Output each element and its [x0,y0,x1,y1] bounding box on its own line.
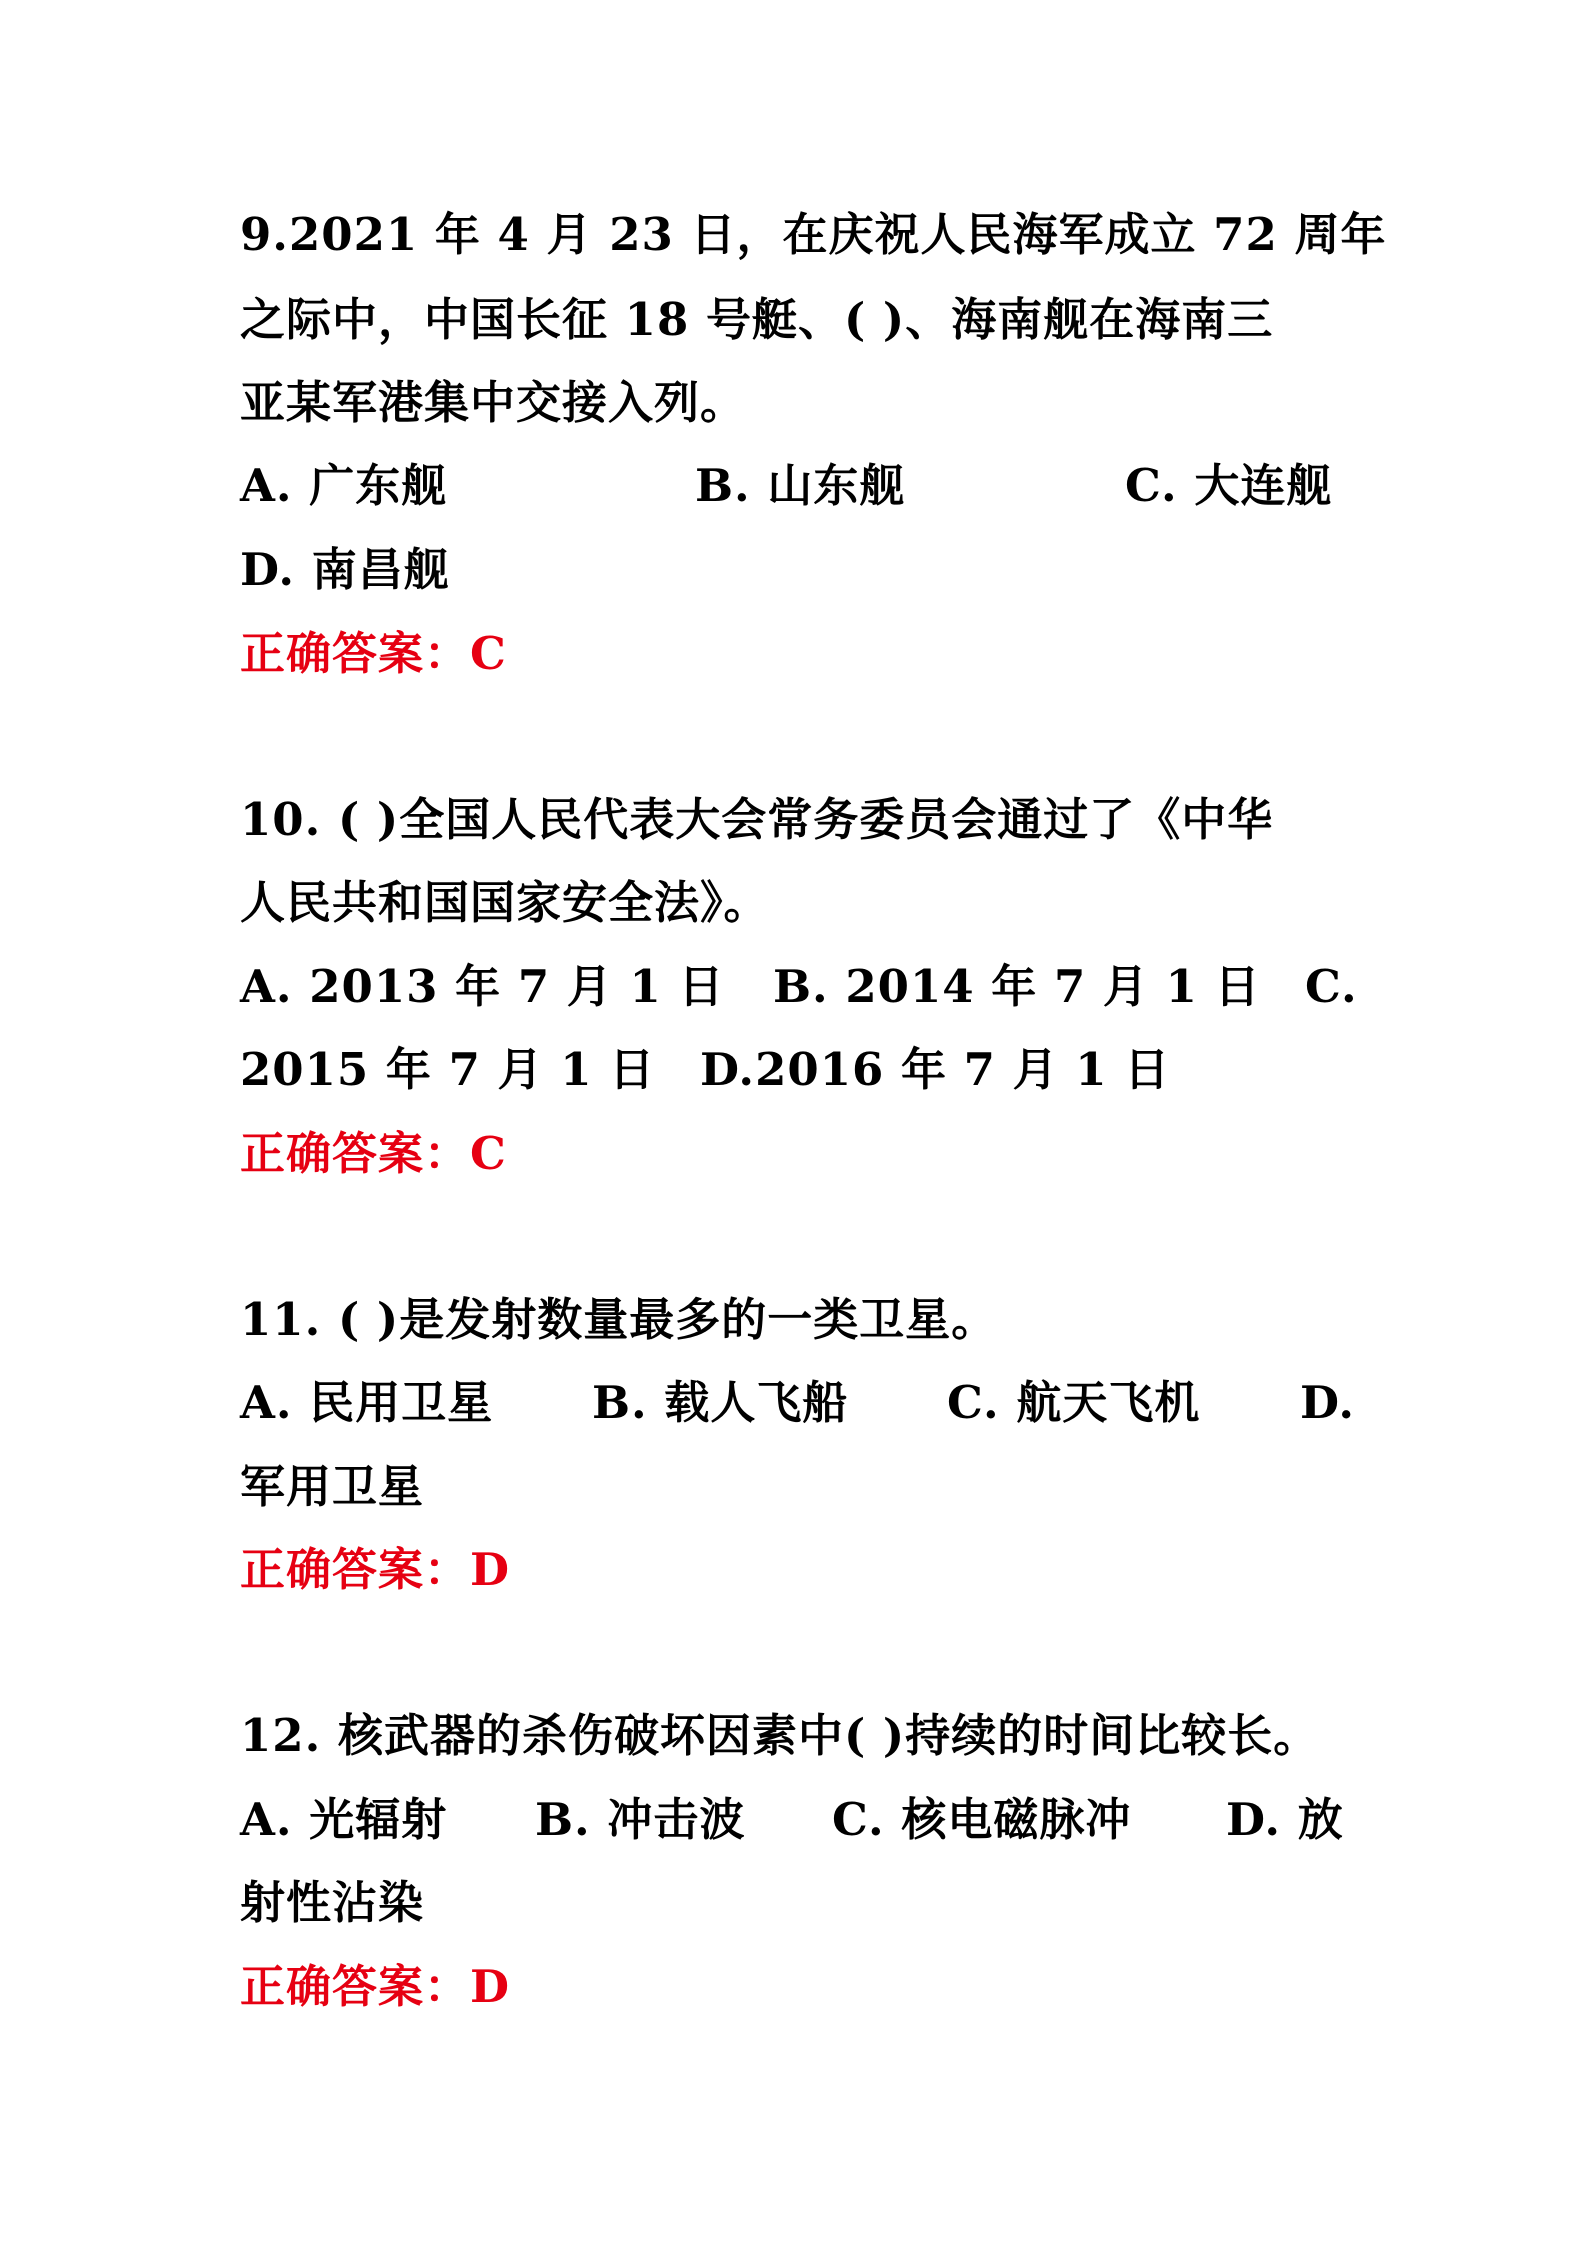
question-10-option-d: D.2016 年 7 月 1 日 [700,1043,1171,1096]
question-10-line-2: 人民共和国国家安全法》。 [240,876,770,929]
question-11-line-1: 11. ( )是发射数量最多的一类卫星。 [240,1293,998,1346]
question-10-option-c-cont: 2015 年 7 月 1 日 [240,1043,656,1096]
question-10-option-c: C. [1305,960,1358,1013]
question-9-option-d: D. 南昌舰 [240,543,450,596]
question-11-option-c: C. 航天飞机 [947,1376,1201,1429]
question-9-answer: 正确答案：C [240,627,507,680]
question-12-option-b: B. 冲击波 [535,1793,746,1846]
question-12-option-d: D. 放 [1226,1793,1344,1846]
question-12-option-c: C. 核电磁脉冲 [832,1793,1132,1846]
question-10-option-a: A. 2013 年 7 月 1 日 [240,960,725,1013]
question-9-option-b: B. 山东舰 [695,459,906,512]
question-12-option-a: A. 光辐射 [240,1793,448,1846]
question-12-option-d-cont: 射性沾染 [240,1876,425,1929]
question-11-option-a: A. 民用卫星 [240,1376,494,1429]
question-9-line-1: 9.2021 年 4 月 23 日，在庆祝人民海军成立 72 周年 [240,208,1387,261]
question-12-answer: 正确答案：D [240,1960,511,2013]
question-10-option-b: B. 2014 年 7 月 1 日 [773,960,1261,1013]
question-11-option-d-cont: 军用卫星 [240,1460,425,1513]
question-9-line-3: 亚某军港集中交接入列。 [240,376,747,429]
question-11-option-d: D. [1300,1376,1356,1429]
question-11-answer: 正确答案：D [240,1543,511,1596]
question-9-option-c: C. 大连舰 [1125,459,1333,512]
question-9-option-a: A. 广东舰 [240,459,448,512]
question-10-answer: 正确答案：C [240,1127,507,1180]
question-10-line-1: 10. ( )全国人民代表大会常务委员会通过了《中华 [240,793,1274,846]
question-11-option-b: B. 载人飞船 [592,1376,849,1429]
question-9-line-2: 之际中，中国长征 18 号艇、( )、海南舰在海南三 [240,293,1274,346]
question-12-line-1: 12. 核武器的杀伤破坏因素中( )持续的时间比较长。 [240,1709,1320,1762]
